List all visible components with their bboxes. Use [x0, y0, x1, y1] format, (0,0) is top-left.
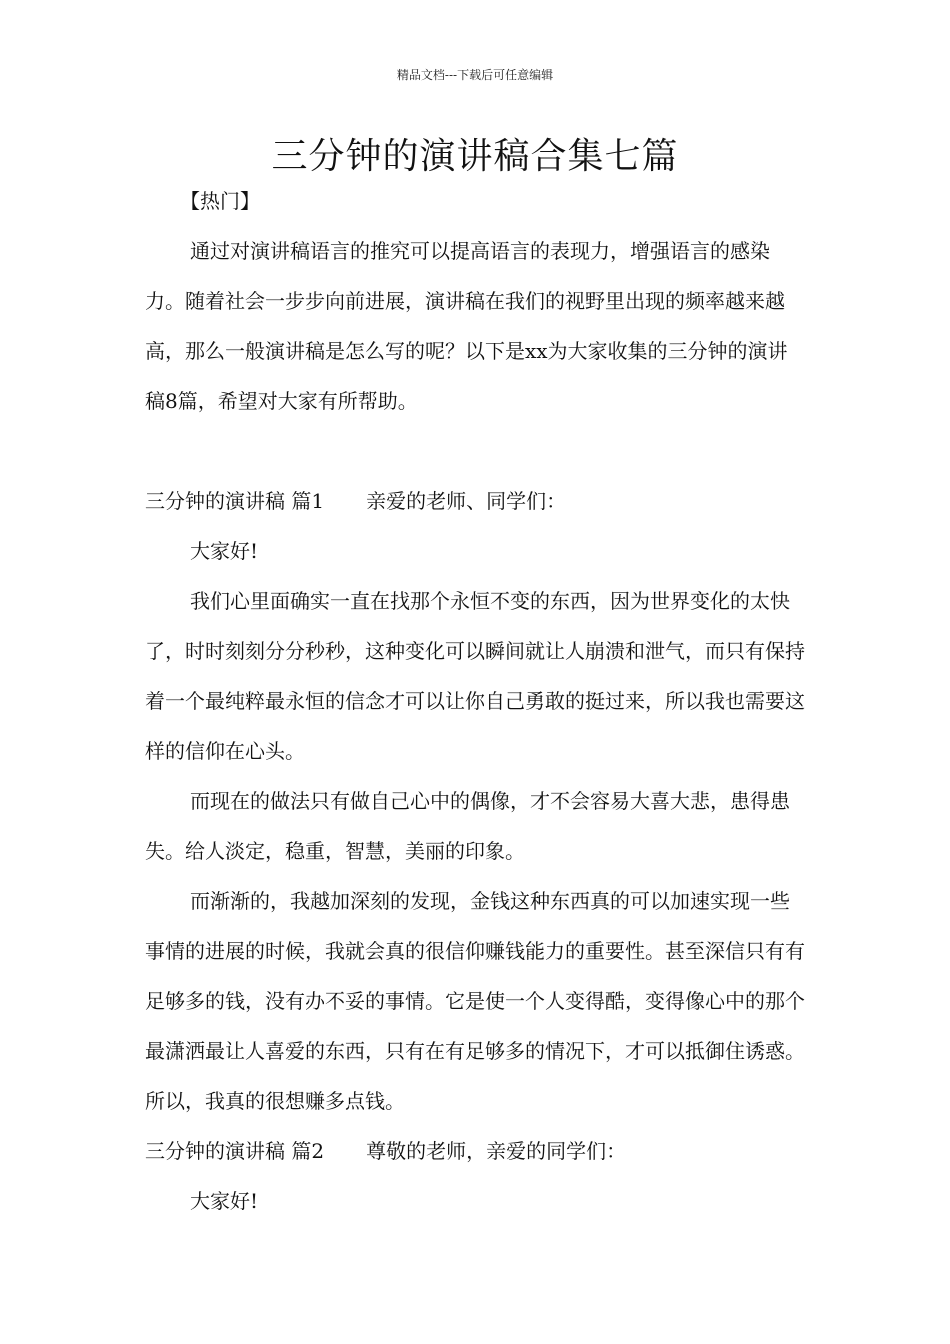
section-2-greeting: 大家好! [190, 1189, 259, 1213]
hot-tag: 【热门】 [180, 189, 260, 213]
page-title: 三分钟的演讲稿合集七篇 [271, 136, 679, 177]
section-1-paragraph-3: 而渐渐的，我越加深刻的发现，金钱这种东西真的可以加速实现一些事情的进展的时候，我就会真的很信仰赚钱能力的重要性。甚至深信只有有足够多的钱，没有办不妥的事情。它是使一个人变得酷，变得像心中的那个最潇洒最让人喜爱的东西，只有在有足够多的情况下，才可以抵御住诱惑。所以，我真的很想赚多点钱。 [145, 889, 805, 1113]
section-2-heading-line [145, 1126, 807, 1176]
section-1-heading: 三分钟的演讲稿 篇1 [145, 489, 325, 513]
section-1-heading-line [145, 476, 807, 526]
section-1-salutation: 亲爱的老师、同学们： [366, 489, 567, 513]
section-1-paragraph-2: 而现在的做法只有做自己心中的偶像，才不会容易大喜大悲，患得患失。给人淡定，稳重，智慧，美丽的印象。 [145, 789, 790, 863]
section-1-greeting: 大家好! [190, 539, 259, 563]
section-2-heading: 三分钟的演讲稿 篇2 [145, 1139, 325, 1163]
section-1-paragraph-1: 我们心里面确实一直在找那个永恒不变的东西，因为世界变化的太快了，时时刻刻分分秒秒，这种变化可以瞬间就让人崩溃和泄气，而只有保持着一个最纯粹最永恒的信念才可以让你自己勇敢的挺过来，所以我也需要这样的信仰在心头。 [145, 589, 805, 763]
intro-block [145, 226, 807, 426]
section-2-salutation: 尊敬的老师，亲爱的同学们： [366, 1139, 627, 1163]
intro-paragraph: 通过对演讲稿语言的推究可以提高语言的表现力，增强语言的感染力。随着社会一步步向前进展，演讲稿在我们的视野里出现的频率越来越高，那么一般演讲稿是怎么写的呢？以下是xx为大家收集的三分钟的演讲稿8篇，希望对大家有所帮助。 [145, 239, 788, 413]
content-block [145, 476, 807, 1226]
header-note: 精品文档---下载后可任意编辑 [396, 68, 554, 82]
